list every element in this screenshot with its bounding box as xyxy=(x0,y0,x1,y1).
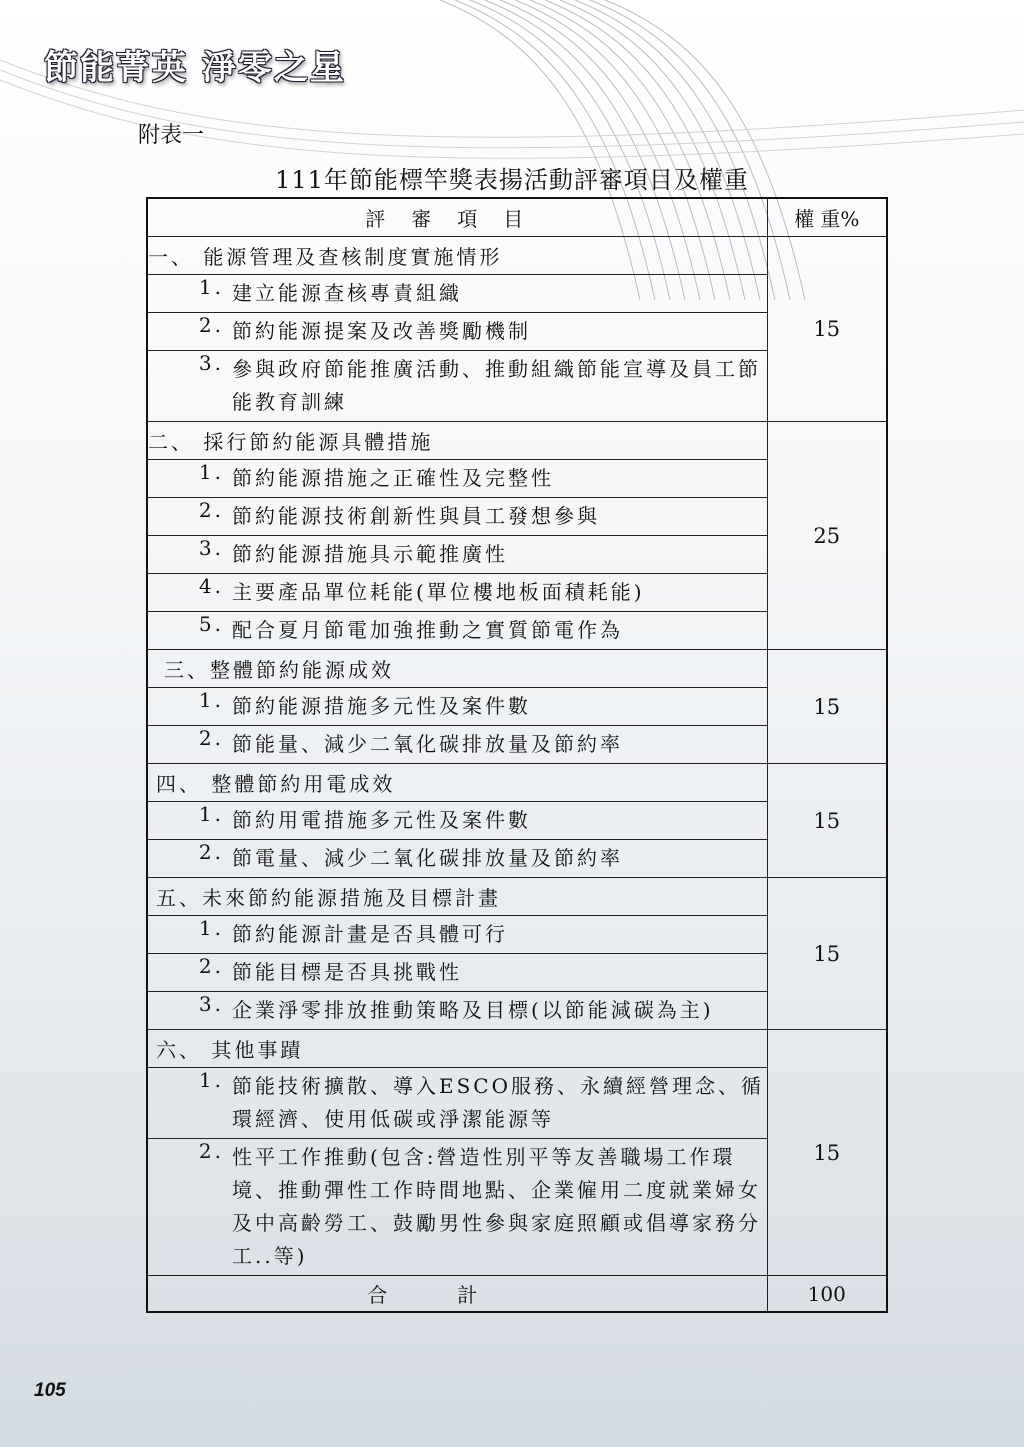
section-row xyxy=(147,650,887,688)
section-weight: 15 xyxy=(767,237,887,422)
item-text: 節電量、減少二氧化碳排放量及節約率 xyxy=(232,846,623,870)
item-number: 1. xyxy=(198,916,224,940)
page-number: 105 xyxy=(34,1380,66,1401)
section-row xyxy=(147,764,887,802)
criteria-table xyxy=(146,197,888,1313)
item-text: 節約能源技術創新性與員工發想參與 xyxy=(232,504,600,528)
page-title: 111年節能標竿獎表揚活動評審項目及權重 xyxy=(275,166,749,194)
item-number: 1. xyxy=(198,460,224,484)
item-text: 建立能源查核專責組織 xyxy=(232,281,462,305)
section-title: 六、 其他事蹟 xyxy=(147,1030,767,1068)
item-text: 節約能源措施具示範推廣性 xyxy=(232,542,508,566)
total-row xyxy=(147,1276,887,1313)
item-number: 2. xyxy=(198,840,224,864)
section-row xyxy=(147,237,887,275)
item-text: 節能目標是否具挑戰性 xyxy=(232,960,462,984)
section-weight: 25 xyxy=(767,422,887,650)
item-number: 3. xyxy=(198,992,224,1016)
item-number: 2. xyxy=(198,726,224,750)
item-text: 節約能源措施多元性及案件數 xyxy=(232,694,531,718)
section-row xyxy=(147,422,887,460)
item-number: 1. xyxy=(198,1068,224,1092)
section-title: 四、 整體節約用電成效 xyxy=(147,764,767,802)
item-number: 1. xyxy=(198,802,224,826)
item-number: 2. xyxy=(198,954,224,978)
item-text: 性平工作推動(包含:營造性別平等友善職場工作環境、推動彈性工作時間地點、企業僱用二度就業婦女及中高齡勞工、鼓勵男性參與家庭照顧或倡導家務分工..等) xyxy=(232,1145,761,1268)
item-number: 5. xyxy=(198,612,224,636)
item-number: 3. xyxy=(198,351,224,375)
item-number: 3. xyxy=(198,536,224,560)
section-weight: 15 xyxy=(767,878,887,1030)
section-title: 一、 能源管理及查核制度實施情形 xyxy=(147,237,767,275)
total-label: 合計 xyxy=(147,1276,767,1313)
item-text: 節約用電措施多元性及案件數 xyxy=(232,808,531,832)
item-number: 1. xyxy=(198,275,224,299)
column-header-weight: 權 重% xyxy=(767,198,887,237)
logo-text: 節能菁英 淨零之星 xyxy=(44,48,346,88)
section-weight: 15 xyxy=(767,1030,887,1276)
item-text: 配合夏月節電加強推動之實質節電作為 xyxy=(232,618,623,642)
section-row xyxy=(147,878,887,916)
column-header-item: 評審項目 xyxy=(147,198,767,237)
item-number: 2. xyxy=(198,498,224,522)
item-text: 企業淨零排放推動策略及目標(以節能減碳為主) xyxy=(232,998,714,1022)
appendix-label: 附表一 xyxy=(138,123,205,148)
total-value: 100 xyxy=(767,1276,887,1313)
section-title: 二、 採行節約能源具體措施 xyxy=(147,422,767,460)
item-number: 4. xyxy=(198,574,224,598)
item-text: 節約能源計畫是否具體可行 xyxy=(232,922,508,946)
item-text: 節約能源措施之正確性及完整性 xyxy=(232,466,554,490)
section-row xyxy=(147,1030,887,1068)
section-title: 三、整體節約能源成效 xyxy=(147,650,767,688)
section-title: 五、未來節約能源措施及目標計畫 xyxy=(147,878,767,916)
section-weight: 15 xyxy=(767,650,887,764)
item-number: 2. xyxy=(198,1139,224,1163)
item-number: 2. xyxy=(198,313,224,337)
item-text: 節約能源提案及改善獎勵機制 xyxy=(232,319,531,343)
item-text: 節能技術擴散、導入ESCO服務、永續經營理念、循環經濟、使用低碳或淨潔能源等 xyxy=(232,1074,764,1131)
item-text: 節能量、減少二氧化碳排放量及節約率 xyxy=(232,732,623,756)
item-text: 主要產品單位耗能(單位樓地板面積耗能) xyxy=(232,580,645,604)
section-weight: 15 xyxy=(767,764,887,878)
item-number: 1. xyxy=(198,688,224,712)
table-header-row xyxy=(147,198,887,237)
item-text: 參與政府節能推廣活動、推動組織節能宣導及員工節能教育訓練 xyxy=(232,357,761,414)
